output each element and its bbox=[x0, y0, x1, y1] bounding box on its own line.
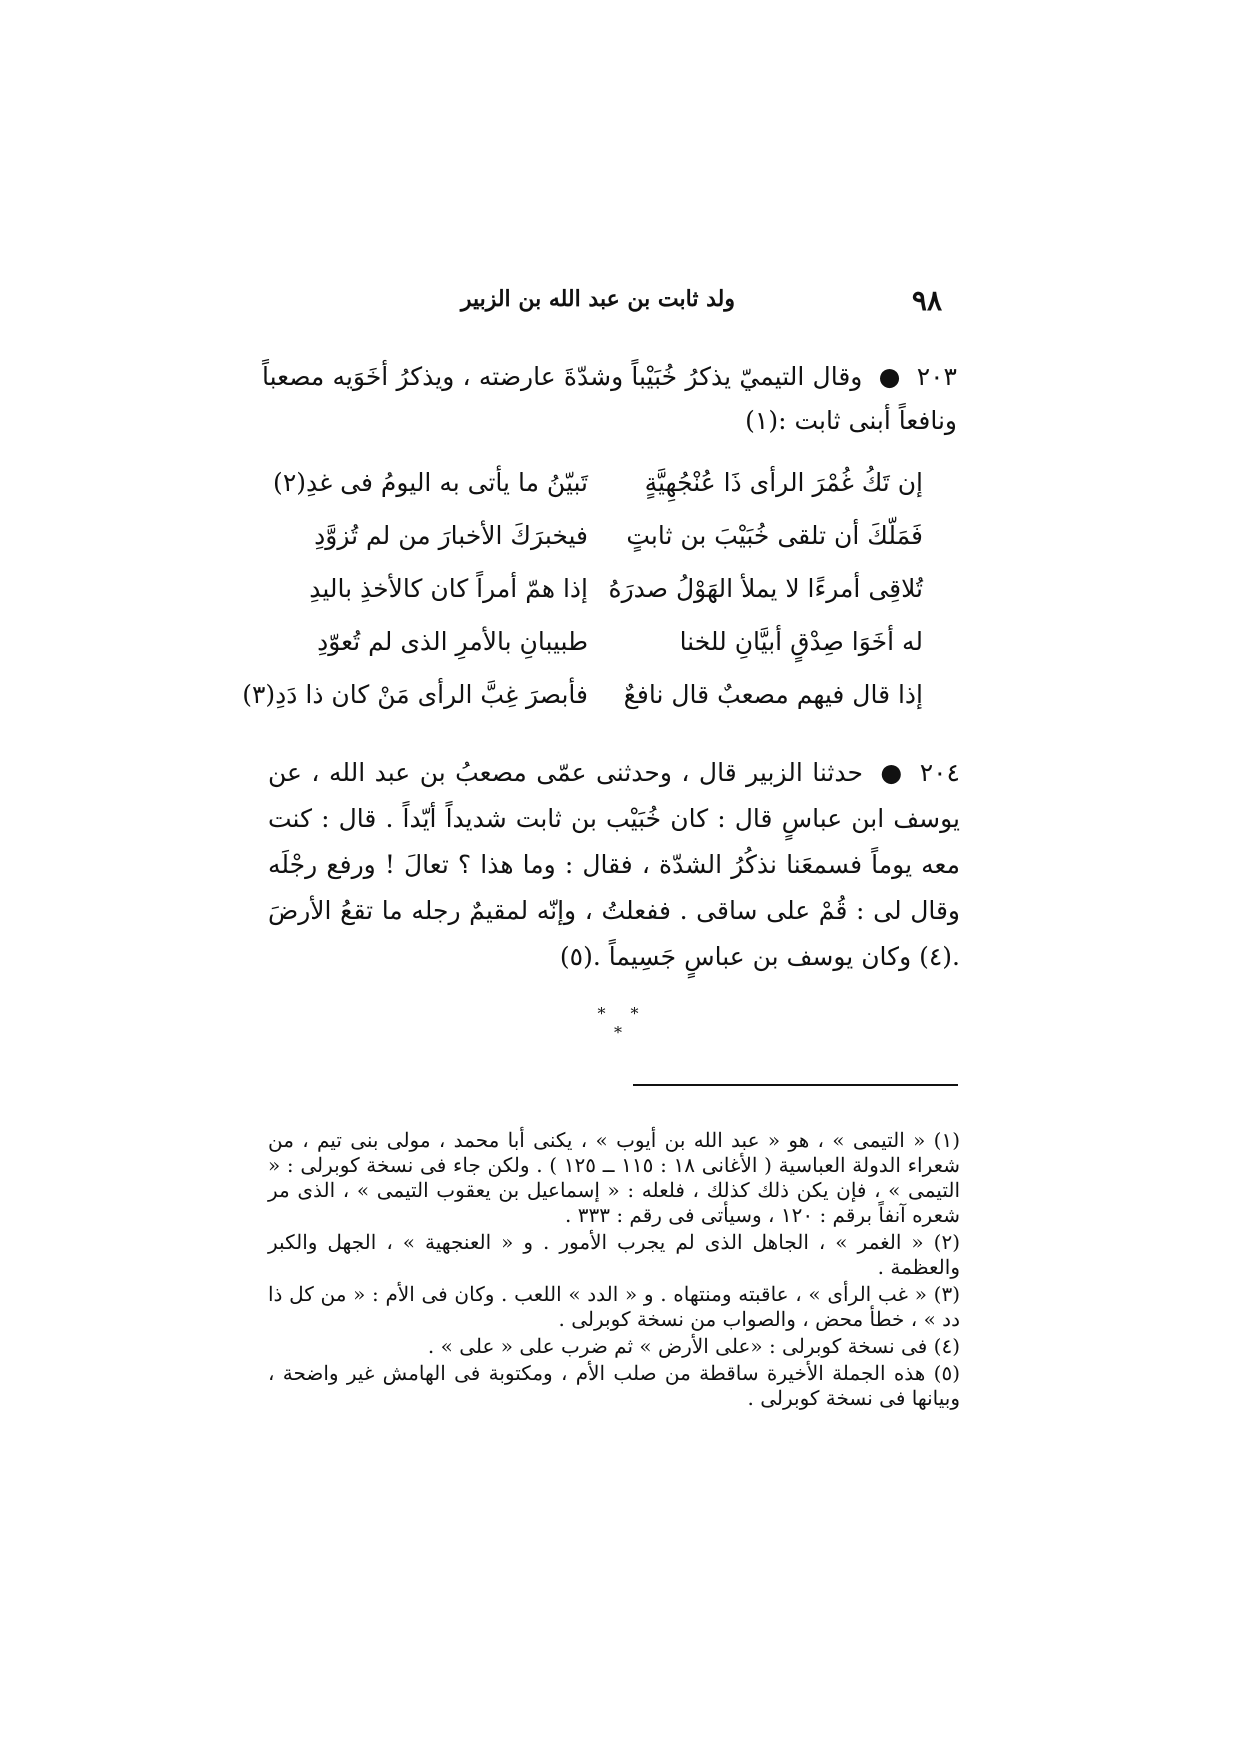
footnote: (٣) « غب الرأى » ، عاقبته ومنتهاه . و « الدد » اللعب . وكان فى الأم : « من كل ذا دد » ، خطأ محض ، والصواب من نسخة كوبرلى . bbox=[268, 1282, 960, 1331]
verse-first-hemistich: إذا قال فيهم مصعبٌ قال نافعٌ bbox=[623, 680, 923, 709]
verse-first-hemistich: فَمَلّكَ أن تلقى خُبَيْبَ بن ثابتٍ bbox=[626, 521, 923, 550]
verse-second-hemistich: فأبصرَ غِبَّ الرأى مَنْ كان ذا دَدِ(٣) bbox=[242, 680, 588, 709]
verse-first-hemistich: تُلاقِى أمرءًا لا يملأ الهَوْلُ صدرَهُ bbox=[608, 574, 923, 603]
verse-line bbox=[242, 670, 923, 723]
entry-203 bbox=[262, 355, 957, 443]
verse-second-hemistich: طبيبانِ بالأمرِ الذى لم تُعوّدِ bbox=[317, 627, 588, 656]
verse-line bbox=[268, 458, 923, 511]
verse-line bbox=[268, 564, 923, 617]
verse-first-hemistich: إن تَكُ غُمْرَ الرأى ذَا عُنْجُهِيَّةٍ bbox=[644, 468, 923, 497]
entry-204 bbox=[268, 750, 960, 980]
entry-number: ٢٠٤ bbox=[919, 758, 960, 787]
verse-second-hemistich: تَبيّنُ ما يأتى به اليومُ فى غدِ(٢) bbox=[273, 468, 588, 497]
verse-second-hemistich: فيخبرَكَ الأخبارَ من لم تُزوَّدِ bbox=[314, 521, 588, 550]
bullet-icon: ● bbox=[878, 362, 901, 391]
entry-number: ٢٠٣ bbox=[916, 362, 957, 391]
footnotes bbox=[268, 1128, 960, 1413]
verse-first-hemistich: له أخَوَا صِدْقٍ أبيَّانِ للخنا bbox=[679, 627, 923, 656]
verse-line bbox=[268, 511, 923, 564]
page-header bbox=[270, 284, 950, 324]
verse-line bbox=[268, 617, 923, 670]
running-head: ولد ثابت بن عبد الله بن الزبير bbox=[460, 286, 735, 312]
footnote: (٢) « الغمر » ، الجاهل الذى لم يجرب الأمور . و « العنجهية » ، الجهل والكبر والعظمة . bbox=[268, 1230, 960, 1279]
verse-second-hemistich: إذا همّ أمراً كان كالأخذِ باليدِ bbox=[309, 574, 588, 603]
page-number: ٩٨ bbox=[911, 284, 942, 317]
footnote: (١) « التيمى » ، هو « عبد الله بن أيوب » ، يكنى أبا محمد ، مولى بنى تيم ، من شعراء الدولة العباسية ( الأغانى ١٨ : ١١٥ ــ ١٢٥ ) . ولكن جاء فى نسخة كوبرلى : « التيمى » ، فإن يكن ذلك كذلك ، فلعله : « إسماعيل بن يعقوب التيمى » ، الذى مر شعره آنفاً برقم : ١٢٠ ، وسيأتى فى رقم : ٣٣٣ . bbox=[268, 1128, 961, 1227]
footnote: (٥) هذه الجملة الأخيرة ساقطة من صلب الأم ، ومكتوبة فى الهامش غير واضحة ، وبيانها فى نسخة كوبرلى . bbox=[268, 1361, 961, 1410]
footnote-rule bbox=[633, 1084, 958, 1086]
entry-text: حدثنا الزبير قال ، وحدثنى عمّى مصعبُ بن عبد الله ، عن يوسف ابن عباسٍ قال : كان خُبَيْب بن ثابت شديداً أيّداً . قال : كنت معه يوماً فسمعَنا نذكُرُ الشدّة ، فقال : وما هذا ؟ تعالَ ! ورفع رجْلَه وقال لى : قُمْ على ساقى . ففعلتُ ، وإنّه لمقيمٌ رجله ما تقعُ الأرضَ .(٤) وكان يوسف بن عباسٍ جَسِيماً .(٥) bbox=[268, 758, 960, 971]
entry-text: وقال التيميّ يذكرُ خُبَيْباً وشدّةَ عارضته ، ويذكرُ أخَوَيه مصعباً ونافعاً أبنى ثابت :(١) bbox=[262, 362, 957, 435]
poem bbox=[242, 458, 923, 723]
section-separator: * * * bbox=[597, 1004, 649, 1042]
footnote: (٤) فى نسخة كوبرلى : «على الأرض » ثم ضرب على « على » . bbox=[427, 1334, 960, 1358]
bullet-icon: ● bbox=[880, 758, 903, 787]
